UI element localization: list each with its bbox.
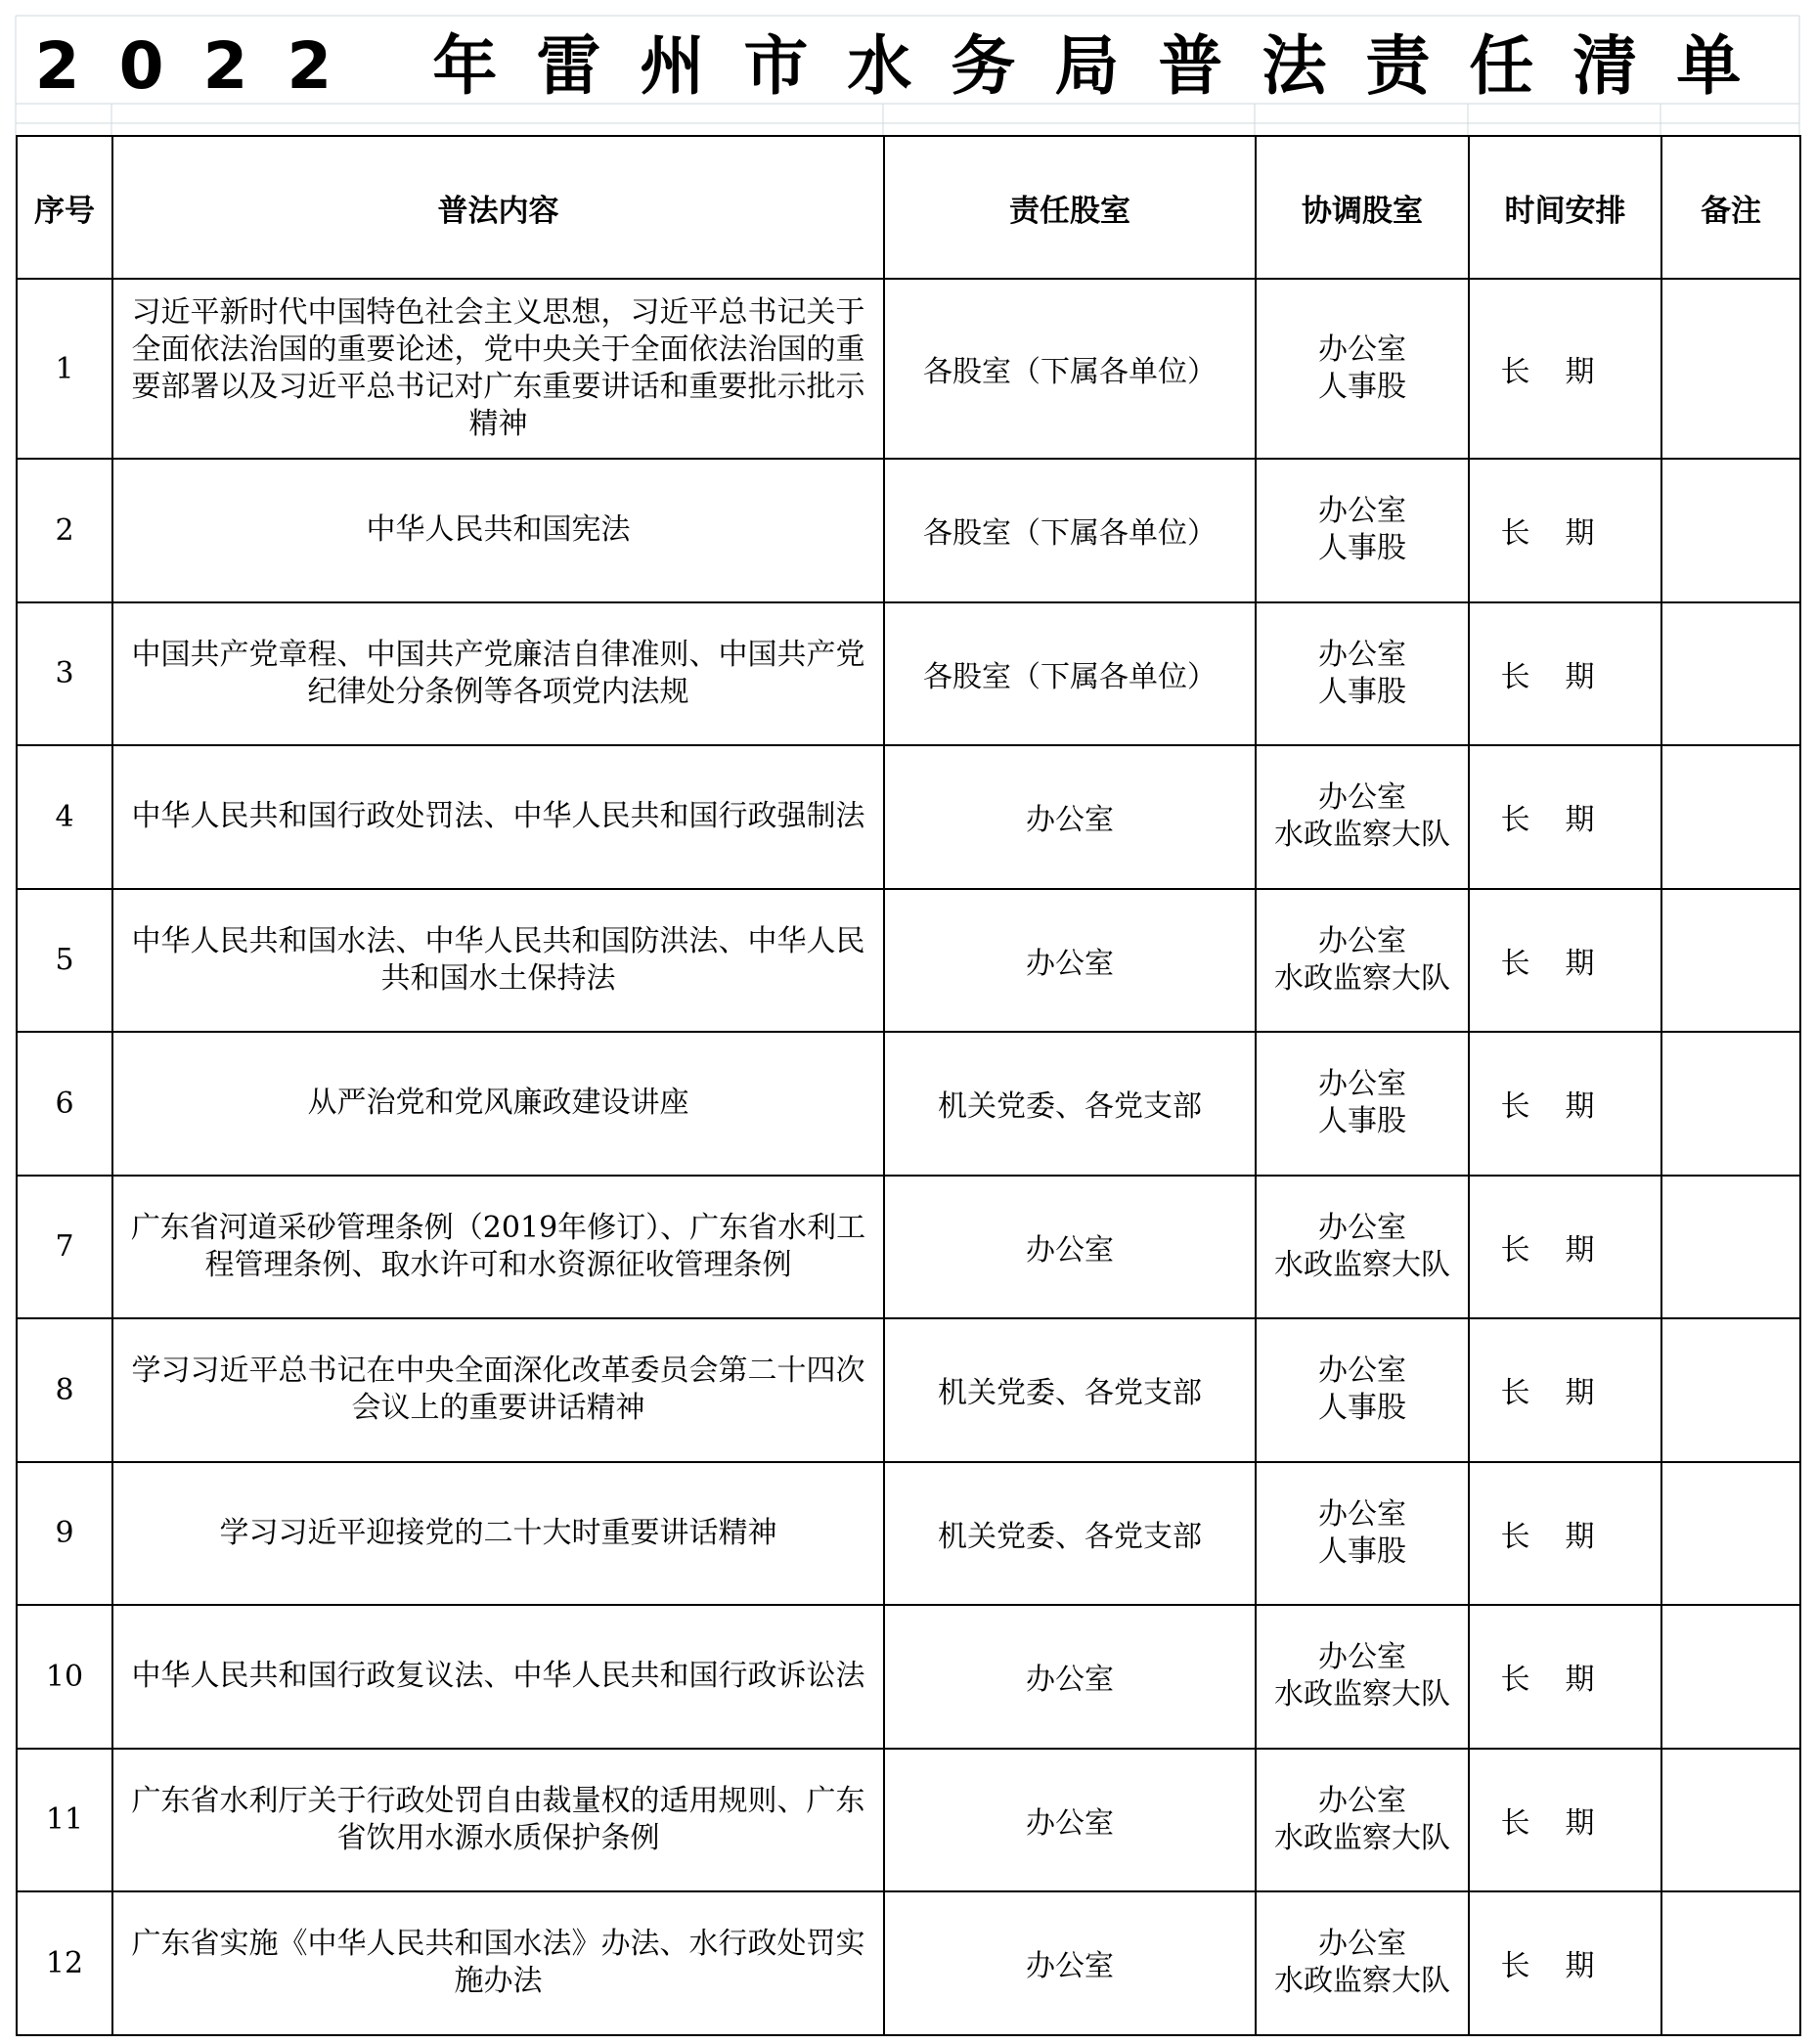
row-content: 广东省河道采砂管理条例（2019年修订）、广东省水利工程管理条例、取水许可和水资源征收管理条例 bbox=[112, 1176, 884, 1319]
row-content: 广东省水利厅关于行政处罚自由裁量权的适用规则、广东省饮用水源水质保护条例 bbox=[112, 1749, 884, 1892]
coord-primary: 办公室 bbox=[1318, 1496, 1406, 1532]
table-row bbox=[17, 1462, 1800, 1606]
row-index: 9 bbox=[17, 1462, 112, 1606]
row-schedule: 长期 bbox=[1469, 1176, 1661, 1319]
row-remarks bbox=[1661, 1749, 1800, 1892]
law-popularization-table bbox=[16, 135, 1801, 2036]
row-index: 11 bbox=[17, 1749, 112, 1892]
row-remarks bbox=[1661, 745, 1800, 889]
row-index: 2 bbox=[17, 459, 112, 602]
coord-secondary: 水政监察大队 bbox=[1274, 1820, 1450, 1855]
table-row bbox=[17, 279, 1800, 459]
coord-primary: 办公室 bbox=[1318, 1640, 1406, 1675]
row-remarks bbox=[1661, 889, 1800, 1033]
row-index: 7 bbox=[17, 1176, 112, 1319]
row-responsible: 机关党委、各党支部 bbox=[884, 1462, 1256, 1606]
coord-secondary: 人事股 bbox=[1318, 1104, 1406, 1139]
header-content: 普法内容 bbox=[112, 136, 884, 279]
row-coordinating bbox=[1256, 459, 1469, 602]
header-coordinating: 协调股室 bbox=[1256, 136, 1469, 279]
table-row bbox=[17, 1749, 1800, 1892]
header-index: 序号 bbox=[17, 136, 112, 279]
row-content: 从严治党和党风廉政建设讲座 bbox=[112, 1032, 884, 1176]
row-schedule: 长期 bbox=[1469, 1749, 1661, 1892]
table-row bbox=[17, 1318, 1800, 1462]
header-schedule: 时间安排 bbox=[1469, 136, 1661, 279]
table-row bbox=[17, 459, 1800, 602]
table-row bbox=[17, 602, 1800, 746]
row-schedule: 长期 bbox=[1469, 889, 1661, 1033]
row-index: 5 bbox=[17, 889, 112, 1033]
row-coordinating bbox=[1256, 1032, 1469, 1176]
row-content: 中国共产党章程、中国共产党廉洁自律准则、中国共产党纪律处分条例等各项党内法规 bbox=[112, 602, 884, 746]
table-row bbox=[17, 1176, 1800, 1319]
row-index: 8 bbox=[17, 1318, 112, 1462]
row-schedule: 长期 bbox=[1469, 602, 1661, 746]
row-schedule: 长期 bbox=[1469, 1032, 1661, 1176]
row-remarks bbox=[1661, 1176, 1800, 1319]
table-row bbox=[17, 889, 1800, 1033]
coord-secondary: 水政监察大队 bbox=[1274, 818, 1450, 853]
table-header-row bbox=[17, 136, 1800, 279]
row-content: 中华人民共和国行政处罚法、中华人民共和国行政强制法 bbox=[112, 745, 884, 889]
row-responsible: 办公室 bbox=[884, 1891, 1256, 2035]
row-coordinating bbox=[1256, 1176, 1469, 1319]
table-row bbox=[17, 1032, 1800, 1176]
coord-primary: 办公室 bbox=[1318, 1783, 1406, 1818]
row-responsible: 各股室（下属各单位） bbox=[884, 279, 1256, 459]
row-schedule: 长期 bbox=[1469, 1891, 1661, 2035]
row-schedule: 长期 bbox=[1469, 1605, 1661, 1749]
row-remarks bbox=[1661, 602, 1800, 746]
table-row bbox=[17, 745, 1800, 889]
page-title: 2022 年雷州市水务局普法责任清单 bbox=[34, 27, 1781, 104]
coord-secondary: 人事股 bbox=[1318, 370, 1406, 404]
row-responsible: 各股室（下属各单位） bbox=[884, 602, 1256, 746]
row-index: 10 bbox=[17, 1605, 112, 1749]
row-coordinating bbox=[1256, 602, 1469, 746]
row-responsible: 办公室 bbox=[884, 889, 1256, 1033]
row-coordinating bbox=[1256, 279, 1469, 459]
row-index: 3 bbox=[17, 602, 112, 746]
table-row bbox=[17, 1891, 1800, 2035]
row-remarks bbox=[1661, 1891, 1800, 2035]
row-responsible: 办公室 bbox=[884, 745, 1256, 889]
row-coordinating bbox=[1256, 1891, 1469, 2035]
row-remarks bbox=[1661, 1318, 1800, 1462]
coord-primary: 办公室 bbox=[1318, 923, 1406, 958]
coord-secondary: 水政监察大队 bbox=[1274, 1964, 1450, 1999]
row-schedule: 长期 bbox=[1469, 745, 1661, 889]
coord-secondary: 水政监察大队 bbox=[1274, 1677, 1450, 1712]
row-responsible: 各股室（下属各单位） bbox=[884, 459, 1256, 602]
row-content: 广东省实施《中华人民共和国水法》办法、水行政处罚实施办法 bbox=[112, 1891, 884, 2035]
row-coordinating bbox=[1256, 745, 1469, 889]
row-remarks bbox=[1661, 279, 1800, 459]
coord-primary: 办公室 bbox=[1318, 333, 1406, 367]
row-schedule: 长期 bbox=[1469, 459, 1661, 602]
row-responsible: 办公室 bbox=[884, 1749, 1256, 1892]
coord-primary: 办公室 bbox=[1318, 1354, 1406, 1389]
coord-primary: 办公室 bbox=[1318, 1210, 1406, 1245]
coord-primary: 办公室 bbox=[1318, 1067, 1406, 1102]
coord-secondary: 人事股 bbox=[1318, 531, 1406, 566]
row-remarks bbox=[1661, 459, 1800, 602]
row-content: 中华人民共和国宪法 bbox=[112, 459, 884, 602]
coord-secondary: 人事股 bbox=[1318, 1533, 1406, 1569]
coord-secondary: 人事股 bbox=[1318, 1391, 1406, 1426]
coord-secondary: 人事股 bbox=[1318, 674, 1406, 709]
row-schedule: 长期 bbox=[1469, 1462, 1661, 1606]
row-index: 1 bbox=[17, 279, 112, 459]
coord-secondary: 水政监察大队 bbox=[1274, 1247, 1450, 1282]
coord-primary: 办公室 bbox=[1318, 494, 1406, 529]
row-responsible: 办公室 bbox=[884, 1176, 1256, 1319]
coord-secondary: 水政监察大队 bbox=[1274, 960, 1450, 996]
row-content: 学习习近平总书记在中央全面深化改革委员会第二十四次会议上的重要讲话精神 bbox=[112, 1318, 884, 1462]
row-schedule: 长期 bbox=[1469, 279, 1661, 459]
row-responsible: 机关党委、各党支部 bbox=[884, 1032, 1256, 1176]
row-content: 中华人民共和国行政复议法、中华人民共和国行政诉讼法 bbox=[112, 1605, 884, 1749]
row-coordinating bbox=[1256, 889, 1469, 1033]
row-schedule: 长期 bbox=[1469, 1318, 1661, 1462]
header-remarks: 备注 bbox=[1661, 136, 1800, 279]
row-index: 4 bbox=[17, 745, 112, 889]
row-coordinating bbox=[1256, 1749, 1469, 1892]
row-responsible: 机关党委、各党支部 bbox=[884, 1318, 1256, 1462]
row-content: 习近平新时代中国特色社会主义思想，习近平总书记关于全面依法治国的重要论述，党中央关于全面依法治国的重要部署以及习近平总书记对广东重要讲话和重要批示批示精神 bbox=[112, 279, 884, 459]
coord-primary: 办公室 bbox=[1318, 1927, 1406, 1962]
row-coordinating bbox=[1256, 1605, 1469, 1749]
row-remarks bbox=[1661, 1462, 1800, 1606]
row-content: 学习习近平迎接党的二十大时重要讲话精神 bbox=[112, 1462, 884, 1606]
table-row bbox=[17, 1605, 1800, 1749]
row-remarks bbox=[1661, 1605, 1800, 1749]
row-content: 中华人民共和国水法、中华人民共和国防洪法、中华人民共和国水土保持法 bbox=[112, 889, 884, 1033]
coord-primary: 办公室 bbox=[1318, 637, 1406, 672]
row-coordinating bbox=[1256, 1462, 1469, 1606]
row-index: 12 bbox=[17, 1891, 112, 2035]
row-responsible: 办公室 bbox=[884, 1605, 1256, 1749]
row-coordinating bbox=[1256, 1318, 1469, 1462]
row-index: 6 bbox=[17, 1032, 112, 1176]
coord-primary: 办公室 bbox=[1318, 780, 1406, 816]
header-responsible: 责任股室 bbox=[884, 136, 1256, 279]
row-remarks bbox=[1661, 1032, 1800, 1176]
